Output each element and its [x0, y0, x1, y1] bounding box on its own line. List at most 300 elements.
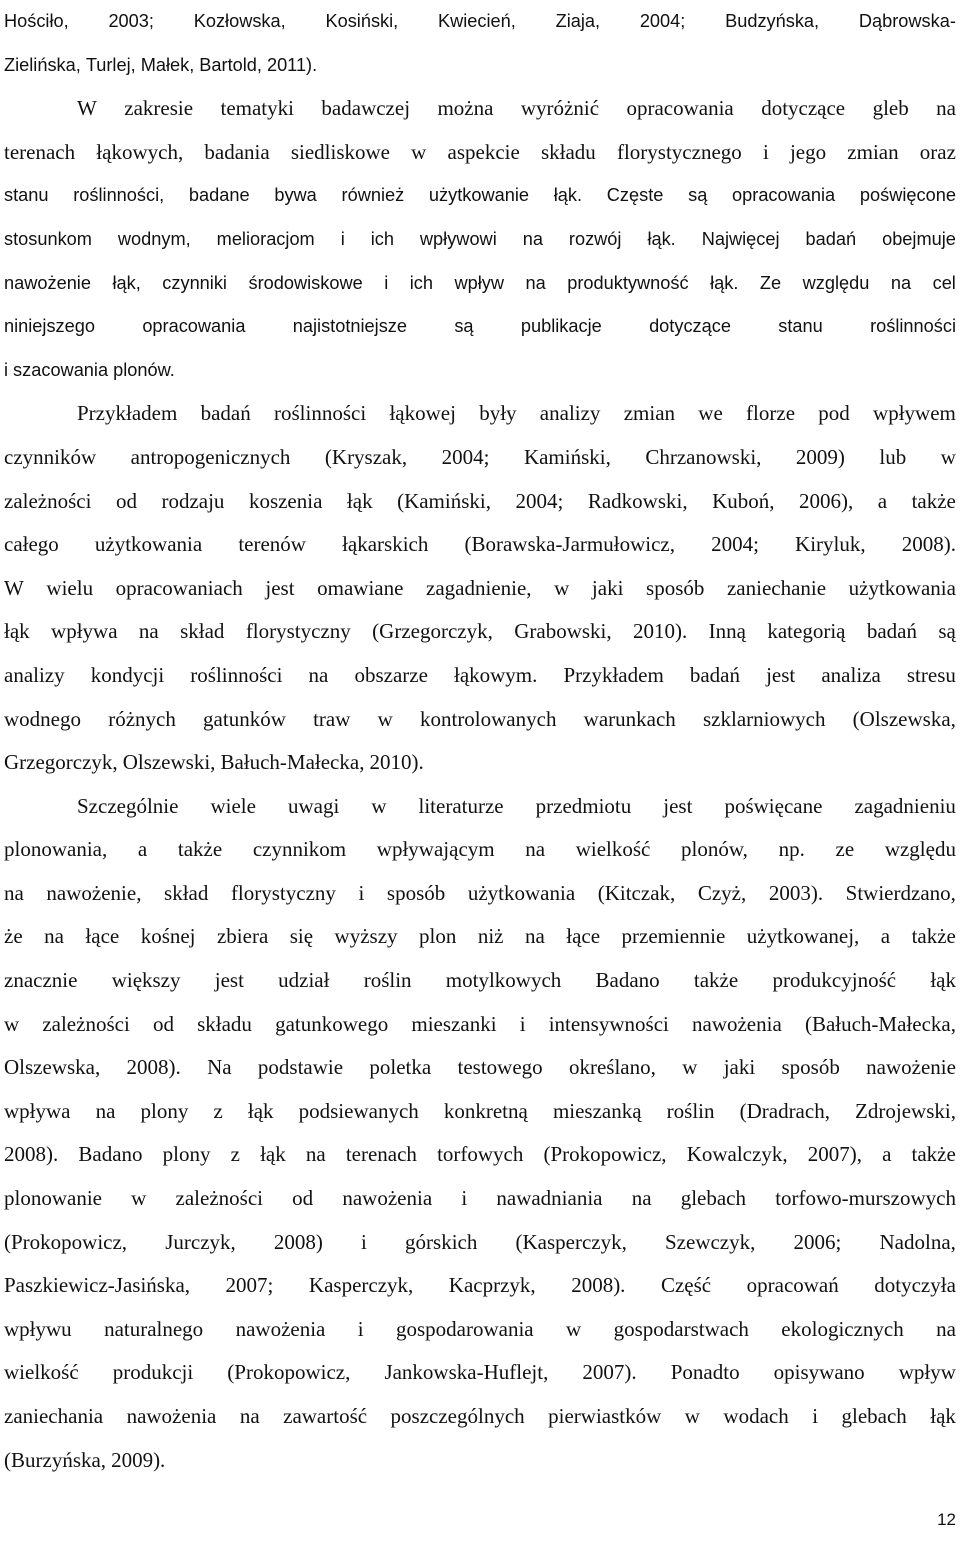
word: 2004; — [711, 532, 759, 557]
word: 2004; — [515, 488, 564, 513]
word: i — [762, 139, 769, 164]
body-text — [4, 0, 956, 1482]
text-line — [4, 828, 956, 872]
word: 2010). — [369, 750, 424, 775]
word: plonowania, — [4, 837, 108, 862]
word: Bałuch-Małecka, — [220, 750, 365, 775]
word: Badano — [78, 1142, 143, 1167]
word: badań — [866, 619, 917, 644]
word: kondycji — [90, 662, 165, 687]
word: użytkowanej, — [746, 924, 860, 949]
word: podstawie — [257, 1055, 344, 1080]
word: Kuboń, — [712, 488, 775, 513]
word: badań — [689, 662, 741, 687]
page-number: 12 — [937, 1510, 956, 1529]
word: łąkowej — [389, 401, 456, 426]
word: 2008). — [4, 1142, 59, 1167]
word: traw — [313, 706, 351, 731]
word: dotyczące — [649, 316, 731, 337]
word: na — [95, 1098, 116, 1123]
word: wpływem — [873, 401, 956, 426]
word: a — [137, 837, 148, 862]
word: florystycznego — [616, 139, 742, 164]
word: Najwięcej — [701, 228, 780, 249]
word: Szczególnie — [77, 793, 179, 818]
word: Bartold, — [199, 54, 262, 75]
word: na — [936, 1316, 956, 1341]
word: rozwój — [568, 228, 622, 249]
word: plony — [140, 1098, 189, 1123]
word: wodnym, — [117, 228, 191, 249]
word: zaniechanie — [726, 575, 827, 600]
word: plonów. — [113, 359, 175, 380]
word: jest — [265, 575, 295, 600]
word: na — [524, 924, 545, 949]
text-line — [4, 44, 956, 88]
word: a — [877, 488, 888, 513]
word: (Borawska-Jarmułowicz, — [464, 532, 675, 557]
word: motylkowych — [445, 968, 562, 993]
word: przemiennie — [621, 924, 726, 949]
word: użytkowania — [94, 532, 203, 557]
text-line — [4, 915, 956, 959]
word: aspekcie — [447, 139, 520, 164]
word: analiza — [821, 662, 881, 687]
word: nawożenie — [866, 1055, 956, 1080]
word: zmian — [623, 401, 676, 426]
word: Radkowski, — [587, 488, 688, 513]
word: sposób — [646, 575, 705, 600]
word: 2008) — [273, 1229, 323, 1254]
word: 2010). — [633, 619, 688, 644]
word: także — [177, 837, 223, 862]
word: w — [131, 1186, 147, 1211]
word: znacznie — [4, 968, 78, 993]
word: (Kasperczyk, — [515, 1229, 627, 1254]
word: roślin — [666, 1098, 715, 1123]
word: gatunkowego — [275, 1011, 389, 1036]
word: są — [454, 316, 474, 337]
word: wpływ — [454, 272, 505, 293]
word: zależności — [42, 1011, 130, 1036]
word: w — [371, 793, 387, 818]
word: Przykładem — [77, 401, 178, 426]
word: Jurczyk, — [165, 1229, 236, 1254]
word: w — [566, 1316, 582, 1341]
word: Część — [660, 1273, 712, 1298]
word: (Prokopowicz, — [227, 1360, 351, 1385]
word: kategorią — [767, 619, 846, 644]
word: łąkowych, — [96, 139, 184, 164]
word: w — [940, 444, 956, 469]
word: zaniechania — [4, 1404, 104, 1428]
word: na — [631, 1186, 652, 1211]
text-line — [4, 872, 956, 916]
word: i — [812, 1404, 819, 1428]
text-line — [4, 1177, 956, 1221]
word: np. — [778, 837, 805, 862]
word: wyższy — [334, 924, 398, 949]
text-line — [4, 654, 956, 698]
word: ich — [409, 272, 433, 293]
word: Ziaja, — [555, 11, 601, 31]
word: jaki — [591, 575, 624, 600]
word: badania — [204, 139, 270, 164]
word: omawiane — [317, 575, 404, 600]
word: nawożenie, — [46, 880, 142, 905]
word: Olszewski, — [122, 750, 216, 775]
word: plon — [419, 924, 457, 949]
word: i — [384, 272, 389, 293]
word: stresu — [906, 662, 956, 687]
text-line — [4, 174, 956, 218]
word: 2006), — [799, 488, 854, 513]
word: pod — [818, 401, 850, 426]
word: całego — [4, 532, 59, 557]
word: wielu — [46, 575, 94, 600]
word: plony — [162, 1142, 211, 1167]
word: Kwiecień, — [437, 11, 516, 31]
word: na — [936, 96, 956, 121]
text-line — [4, 1351, 956, 1395]
word: Kosiński, — [325, 11, 399, 31]
word: Grabowski, — [514, 619, 612, 644]
text-line — [4, 305, 956, 349]
text-line — [4, 523, 956, 567]
word: warunkach — [583, 706, 676, 731]
word: i — [361, 1229, 367, 1254]
word: czynniki — [162, 272, 227, 293]
word: roślin — [363, 968, 412, 993]
word: przedmiotu — [535, 793, 632, 818]
word: 2009) — [795, 444, 845, 469]
word: jaki — [723, 1055, 756, 1080]
word: zbiera — [216, 924, 269, 949]
word: i — [357, 1316, 364, 1341]
word: konkretną — [443, 1098, 528, 1123]
word: użytkowania — [848, 575, 956, 600]
word: szacowania — [13, 359, 109, 380]
word: Grzegorczyk, — [4, 750, 118, 775]
word: intensywności — [548, 1011, 669, 1036]
word: Dąbrowska- — [858, 11, 956, 31]
word: podsiewanych — [298, 1098, 419, 1123]
word: publikacje — [520, 316, 602, 337]
text-line — [4, 610, 956, 654]
word: także — [911, 924, 956, 949]
word: florystyczny — [230, 880, 336, 905]
word: na — [239, 1404, 260, 1428]
word: torfowo-murszowych — [775, 1186, 956, 1211]
word: lub — [879, 444, 907, 469]
word: naturalnego — [104, 1316, 204, 1341]
document-page — [4, 0, 956, 1482]
word: zagadnieniu — [854, 793, 956, 818]
word: Hościło, — [4, 11, 69, 31]
word: analizy — [4, 662, 65, 687]
word: roślinności — [870, 316, 956, 337]
word: ekologicznych — [781, 1316, 904, 1341]
text-line — [4, 262, 956, 306]
word: łące — [85, 924, 120, 949]
word: i — [461, 1186, 468, 1211]
text-line — [4, 698, 956, 742]
word: oraz — [919, 139, 956, 164]
word: bywa — [274, 185, 317, 206]
text-line — [4, 1221, 956, 1265]
word: wodach — [723, 1404, 789, 1428]
word: mieszanką — [552, 1098, 642, 1123]
word: 2008). — [901, 532, 956, 557]
word: gospodarstwach — [613, 1316, 749, 1341]
word: opracowaniach — [115, 575, 243, 600]
word: 2007), — [807, 1142, 862, 1167]
word: nawadniania — [496, 1186, 603, 1211]
word: w — [377, 706, 393, 731]
word: na — [138, 619, 159, 644]
word: ich — [370, 228, 394, 249]
word: gleb — [872, 96, 909, 121]
word: łąk — [260, 1142, 286, 1167]
word: (Dradrach, — [739, 1098, 830, 1123]
text-line — [4, 567, 956, 611]
word: koszenia — [248, 488, 323, 513]
word: są — [938, 619, 956, 644]
word: dotyczące — [761, 96, 846, 121]
word: 2003; — [108, 11, 154, 31]
word: Olszewska, — [4, 1055, 101, 1080]
word: terenach — [4, 139, 76, 164]
word: łąkowym. — [453, 662, 538, 687]
word: W — [77, 96, 97, 121]
word: roślinności — [190, 662, 283, 687]
word: mieszanki — [411, 1011, 497, 1036]
text-line — [4, 1395, 956, 1439]
word: (Olszewska, — [852, 706, 956, 731]
word: (Burzyńska, — [4, 1447, 107, 1472]
word: cel — [932, 272, 956, 293]
word: Szewczyk, — [665, 1229, 756, 1254]
word: kontrolowanych — [419, 706, 557, 731]
word: 2004; — [441, 444, 490, 469]
text-line — [4, 1133, 956, 1177]
word: i — [340, 228, 345, 249]
word: udział — [278, 968, 330, 993]
word: 2008). — [126, 1055, 181, 1080]
word: produkcji — [112, 1360, 194, 1385]
word: łąk. — [647, 228, 676, 249]
word: były — [479, 401, 517, 426]
word: poletka — [369, 1055, 432, 1080]
word: melioracjom — [216, 228, 315, 249]
word: Kiryluk, — [795, 532, 866, 557]
word: (Kitczak, — [597, 880, 676, 905]
word: zależności — [175, 1186, 263, 1211]
word: z — [213, 1098, 223, 1123]
text-line — [4, 959, 956, 1003]
word: w — [411, 139, 427, 164]
word: w — [4, 1011, 20, 1036]
word: wpływa — [4, 1098, 71, 1123]
word: na — [4, 880, 24, 905]
word: wpływ — [898, 1360, 956, 1385]
word: Przykładem — [563, 662, 664, 687]
word: poszczególnych — [390, 1404, 525, 1428]
word: nawożenie — [4, 272, 91, 293]
word: zależności — [4, 488, 92, 513]
word: (Bałuch-Małecka, — [804, 1011, 956, 1036]
word: Małek, — [140, 54, 195, 75]
text-line — [4, 1046, 956, 1090]
word: nawożenia — [126, 1404, 217, 1428]
text-line — [4, 785, 956, 829]
word: (Kryszak, — [324, 444, 408, 469]
word: Nadolna, — [879, 1229, 956, 1254]
word: opracowań — [746, 1273, 839, 1298]
word: (Kamiński, — [397, 488, 491, 513]
word: zakresie — [124, 96, 194, 121]
word: łąk, — [112, 272, 141, 293]
word: a — [880, 924, 891, 949]
word: na — [525, 272, 546, 293]
word: 2006; — [793, 1229, 842, 1254]
word: i — [358, 880, 365, 905]
text-line — [4, 87, 956, 131]
word: Inną — [708, 619, 746, 644]
word: jego — [789, 139, 827, 164]
word: Częste — [606, 185, 664, 206]
word: niż — [477, 924, 504, 949]
word: można — [437, 96, 494, 121]
word: także — [693, 968, 739, 993]
word: nawożenia — [692, 1011, 782, 1036]
word: wielkość — [4, 1360, 79, 1385]
word: łąk — [930, 1404, 956, 1428]
text-line — [4, 1308, 956, 1352]
word: na — [308, 662, 329, 687]
word: czynnikom — [252, 837, 347, 862]
word: pierwiastków — [548, 1404, 662, 1428]
word: na — [305, 1142, 326, 1167]
word: torfowych — [437, 1142, 524, 1167]
word: opracowania — [626, 96, 734, 121]
word: skład — [164, 880, 209, 905]
word: i — [4, 359, 9, 380]
word: Ponadto — [670, 1360, 740, 1385]
word: badane — [188, 185, 250, 206]
word: od — [152, 1011, 174, 1036]
word: niniejszego — [4, 316, 95, 337]
word: na — [44, 924, 64, 949]
word: na — [890, 272, 912, 293]
word: najistotniejsze — [292, 316, 408, 337]
word: tematyki — [220, 96, 294, 121]
word: dotyczyła — [874, 1273, 956, 1298]
word: obszarze — [354, 662, 428, 687]
text-line — [4, 1264, 956, 1308]
word: terenach — [345, 1142, 417, 1167]
word: łąk — [247, 1098, 274, 1123]
word: Chrzanowski, — [645, 444, 762, 469]
text-line — [4, 392, 956, 436]
word: są — [688, 185, 708, 206]
word: Kozłowska, — [193, 11, 286, 31]
word: różnych — [108, 706, 176, 731]
word: łąk — [346, 488, 373, 513]
word: stosunkom — [4, 228, 92, 249]
word: testowego — [457, 1055, 543, 1080]
word: (Grzegorczyk, — [372, 619, 493, 644]
word: wielkość — [575, 837, 651, 862]
text-line — [4, 0, 956, 44]
word: uwagi — [287, 793, 340, 818]
word: górskich — [405, 1229, 478, 1254]
word: Zielińska, — [4, 54, 81, 75]
word: jest — [214, 968, 244, 993]
word: glebach — [680, 1186, 746, 1211]
word: 2011). — [266, 54, 318, 75]
word: łąk — [4, 619, 30, 644]
word: czynników — [4, 444, 97, 469]
word: literaturze — [418, 793, 504, 818]
word: na — [522, 228, 543, 249]
word: użytkowania — [467, 880, 576, 905]
word: względu — [802, 272, 870, 293]
word: Stwierdzano, — [845, 880, 956, 905]
word: Badano — [595, 968, 660, 993]
word: wpływającym — [376, 837, 495, 862]
word: użytkowanie — [428, 185, 530, 206]
word: również — [341, 185, 405, 206]
word: Kowalczyk, — [686, 1142, 788, 1167]
word: glebach — [841, 1404, 907, 1428]
word: jest — [766, 662, 796, 687]
word: stanu — [778, 316, 823, 337]
word: florze — [746, 401, 796, 426]
text-line — [4, 1439, 956, 1483]
word: jest — [663, 793, 693, 818]
word: (Prokopowicz, — [543, 1142, 667, 1167]
word: wodnego — [4, 706, 81, 731]
word: łąk — [930, 968, 956, 993]
word: badawczej — [321, 96, 411, 121]
word: Kasperczyk, — [308, 1273, 414, 1298]
word: badań — [200, 401, 251, 426]
word: gospodarowania — [396, 1316, 534, 1341]
word: zagadnienie, — [426, 575, 532, 600]
word: roślinności — [274, 401, 367, 426]
text-line — [4, 131, 956, 175]
word: produkcyjność — [772, 968, 897, 993]
word: 2009). — [111, 1447, 166, 1472]
word: łące — [566, 924, 601, 949]
word: sposób — [386, 880, 446, 905]
word: Jankowska-Huflejt, — [384, 1360, 549, 1385]
word: Zdrojewski, — [855, 1098, 956, 1123]
word: nawożenia — [342, 1186, 433, 1211]
text-line — [4, 1003, 956, 1047]
word: także — [911, 1142, 956, 1167]
text-line — [4, 741, 956, 785]
word: terenów — [238, 532, 306, 557]
word: opisywano — [773, 1360, 865, 1385]
word: obejmuje — [882, 228, 956, 249]
word: a — [882, 1142, 892, 1167]
word: środowiskowe — [248, 272, 363, 293]
word: wpływa — [51, 619, 118, 644]
word: florystyczny — [245, 619, 351, 644]
word: Ze — [759, 272, 782, 293]
